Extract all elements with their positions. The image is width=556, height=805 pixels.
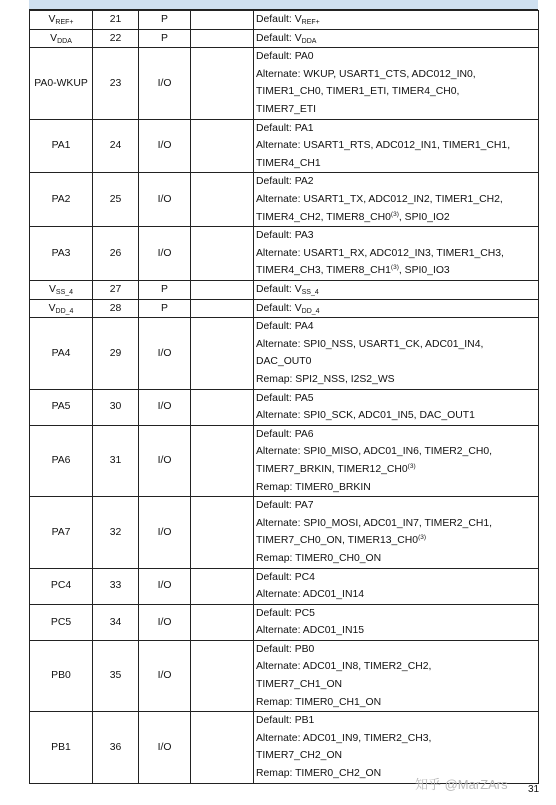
pin-name-cell: [30, 712, 93, 783]
functions-cell: [254, 280, 539, 299]
pin-number: 29: [109, 347, 122, 359]
pin-name-subscript: SS_4: [55, 288, 74, 296]
table-row: [30, 604, 539, 640]
pin-type: I/O: [157, 77, 172, 89]
io-level-cell: [191, 29, 254, 48]
io-level-cell: [191, 280, 254, 299]
function-text: Default: V: [256, 14, 302, 25]
pin-name: V: [48, 14, 56, 25]
table-row: [30, 29, 539, 48]
function-line: [256, 101, 538, 119]
function-line: [256, 191, 538, 209]
pin-number-cell: [93, 568, 139, 604]
table-row: [30, 425, 539, 496]
pin-name: PA3: [51, 247, 71, 259]
pin-type: I/O: [157, 526, 172, 538]
pin-type-cell: [139, 280, 191, 299]
pin-number: 25: [109, 193, 122, 205]
function-line: [256, 676, 538, 694]
function-line: [256, 443, 538, 461]
function-text: TIMER7_CH0_ON, TIMER13_CH0: [256, 535, 419, 547]
function-text: TIMER4_CH1: [256, 157, 321, 169]
pin-name: PA4: [51, 347, 71, 359]
io-level-cell: [191, 119, 254, 173]
functions-cell: [254, 318, 539, 389]
pin-name-cell: [30, 280, 93, 299]
pin-name: PA5: [51, 401, 71, 413]
pin-name-cell: [30, 497, 93, 568]
function-text: Default: PA2: [256, 176, 314, 188]
pin-name-cell: [30, 11, 93, 30]
pin-name-cell: [30, 604, 93, 640]
pin-type: P: [161, 302, 168, 314]
table-row: [30, 173, 539, 227]
table-row: [30, 318, 539, 389]
function-subscript: DDA: [301, 37, 317, 45]
pin-number-cell: [93, 48, 139, 119]
pin-definition-table: [29, 10, 539, 784]
pin-number-cell: [93, 640, 139, 711]
pin-name: PB1: [51, 741, 71, 753]
functions-cell: [254, 48, 539, 119]
table-row: [30, 11, 539, 30]
function-line: [256, 209, 538, 227]
functions-cell: [254, 712, 539, 783]
function-text: Default: PB0: [256, 643, 315, 655]
footnote-ref: (3): [390, 210, 399, 218]
function-text: Default: V: [256, 302, 302, 314]
function-text: Remap: TIMER0_CH2_ON: [256, 768, 382, 780]
function-text: TIMER1_CH0, TIMER1_ETI, TIMER4_CH0,: [256, 86, 460, 98]
table-row: [30, 712, 539, 783]
function-line: [256, 550, 538, 568]
pin-number-cell: [93, 318, 139, 389]
table-row: [30, 640, 539, 711]
pin-type-cell: [139, 389, 191, 425]
pin-number-cell: [93, 173, 139, 227]
pin-number: 30: [109, 401, 122, 413]
function-text: Alternate: USART1_TX, ADC012_IN2, TIMER1_CH2,: [256, 193, 503, 205]
pin-number-cell: [93, 11, 139, 30]
functions-cell: [254, 11, 539, 30]
function-text: TIMER7_CH2_ON: [256, 750, 343, 762]
function-text-after: , SPI0_IO3: [398, 265, 450, 277]
function-text: Default: PA6: [256, 428, 314, 440]
function-text: Alternate: SPI0_SCK, ADC01_IN5, DAC_OUT1: [256, 410, 475, 422]
functions-cell: [254, 299, 539, 318]
pin-number-cell: [93, 29, 139, 48]
pin-type: I/O: [157, 347, 172, 359]
functions-cell: [254, 389, 539, 425]
io-level-cell: [191, 227, 254, 281]
pin-name-cell: [30, 48, 93, 119]
pin-name: PA0-WKUP: [34, 77, 88, 89]
function-line: [256, 479, 538, 497]
pin-name: PC4: [50, 580, 72, 592]
function-line: [256, 515, 538, 533]
io-level-cell: [191, 497, 254, 568]
function-line: [256, 300, 538, 318]
function-text-after: , SPI0_IO2: [398, 211, 450, 223]
functions-cell: [254, 29, 539, 48]
function-line: [256, 173, 538, 191]
pin-name: PA7: [51, 526, 71, 538]
function-line: [256, 318, 538, 336]
function-line: [256, 586, 538, 604]
function-line: [256, 227, 538, 245]
pin-name: PB0: [51, 670, 71, 682]
function-line: [256, 120, 538, 138]
table-row: [30, 389, 539, 425]
pin-type-cell: [139, 299, 191, 318]
pin-type: I/O: [157, 670, 172, 682]
function-text: Default: PC5: [256, 607, 315, 619]
pin-name: PA1: [51, 140, 71, 152]
pin-table-body: [30, 11, 539, 784]
function-line: [256, 712, 538, 730]
function-text: Alternate: SPI0_NSS, USART1_CK, ADC01_IN4,: [256, 338, 484, 350]
pin-type-cell: [139, 119, 191, 173]
function-line: [256, 605, 538, 623]
pin-name-subscript: DD_4: [55, 307, 74, 315]
pin-type: I/O: [157, 616, 172, 628]
pin-name: PA6: [51, 455, 71, 467]
function-text: TIMER4_CH2, TIMER8_CH0: [256, 211, 391, 223]
functions-cell: [254, 640, 539, 711]
io-level-cell: [191, 48, 254, 119]
footnote-ref: (3): [407, 462, 416, 470]
pin-number-cell: [93, 497, 139, 568]
function-line: [256, 694, 538, 712]
function-line: [256, 245, 538, 263]
io-level-cell: [191, 604, 254, 640]
function-line: [256, 497, 538, 515]
io-level-cell: [191, 568, 254, 604]
pin-number-cell: [93, 299, 139, 318]
function-text: Remap: SPI2_NSS, I2S2_WS: [256, 373, 395, 385]
pin-number-cell: [93, 604, 139, 640]
io-level-cell: [191, 712, 254, 783]
table-row: [30, 227, 539, 281]
table-row: [30, 48, 539, 119]
function-line: [256, 622, 538, 640]
functions-cell: [254, 497, 539, 568]
pin-name-cell: [30, 119, 93, 173]
io-level-cell: [191, 389, 254, 425]
function-text: Default: PA4: [256, 321, 314, 333]
pin-name-cell: [30, 568, 93, 604]
function-text: Default: V: [256, 32, 302, 44]
function-text: Default: PA1: [256, 122, 314, 134]
function-line: [256, 641, 538, 659]
pin-number: 22: [109, 32, 122, 44]
function-text: Alternate: SPI0_MISO, ADC01_IN6, TIMER2_CH0,: [256, 446, 493, 458]
footnote-ref: (3): [390, 264, 399, 272]
function-line: [256, 658, 538, 676]
table-row: [30, 299, 539, 318]
pin-number-cell: [93, 712, 139, 783]
function-line: [256, 336, 538, 354]
pin-name-cell: [30, 29, 93, 48]
pin-number: 23: [109, 77, 122, 89]
function-line: [256, 30, 538, 48]
pin-name-cell: [30, 299, 93, 318]
pin-number: 35: [109, 670, 122, 682]
pin-number-cell: [93, 389, 139, 425]
pin-type: P: [161, 14, 168, 25]
function-line: [256, 11, 538, 29]
function-text: TIMER7_CH1_ON: [256, 679, 343, 691]
table-row: [30, 280, 539, 299]
function-line: [256, 155, 538, 173]
function-line: [256, 390, 538, 408]
pin-number: 27: [109, 283, 122, 295]
pin-name: PA2: [51, 193, 71, 205]
table-row: [30, 119, 539, 173]
pin-number: 31: [109, 455, 122, 467]
pin-type-cell: [139, 640, 191, 711]
pin-name-cell: [30, 425, 93, 496]
pin-type-cell: [139, 29, 191, 48]
pin-type-cell: [139, 318, 191, 389]
pin-number-cell: [93, 425, 139, 496]
pin-type-cell: [139, 604, 191, 640]
function-text: Alternate: ADC01_IN15: [256, 625, 365, 637]
pin-type-cell: [139, 425, 191, 496]
function-line: [256, 461, 538, 479]
io-level-cell: [191, 640, 254, 711]
functions-cell: [254, 568, 539, 604]
pin-number: 24: [109, 140, 122, 152]
pin-number-cell: [93, 280, 139, 299]
pin-type: P: [161, 32, 168, 44]
function-text: TIMER7_ETI: [256, 103, 317, 115]
function-line: [256, 353, 538, 371]
function-text: Default: PA5: [256, 392, 314, 404]
function-text: Default: PC4: [256, 571, 315, 583]
pin-type: I/O: [157, 193, 172, 205]
pin-number-cell: [93, 119, 139, 173]
pin-name: PC5: [50, 616, 72, 628]
functions-cell: [254, 425, 539, 496]
function-line: [256, 281, 538, 299]
pin-number: 33: [109, 580, 122, 592]
functions-cell: [254, 604, 539, 640]
pin-name-subscript: REF+: [55, 19, 74, 26]
pin-type-cell: [139, 497, 191, 568]
function-text: Alternate: ADC01_IN14: [256, 589, 365, 601]
watermark-text: 知乎 @MarZArs: [415, 777, 508, 792]
function-line: [256, 569, 538, 587]
function-text: Alternate: WKUP, USART1_CTS, ADC012_IN0,: [256, 68, 476, 80]
function-text: Default: PB1: [256, 715, 315, 727]
pin-type-cell: [139, 48, 191, 119]
pin-number: 26: [109, 247, 122, 259]
pin-type-cell: [139, 712, 191, 783]
pin-type-cell: [139, 173, 191, 227]
pin-type: I/O: [157, 741, 172, 753]
function-line: [256, 371, 538, 389]
function-text: Alternate: ADC01_IN9, TIMER2_CH3,: [256, 732, 432, 744]
pin-type: I/O: [157, 247, 172, 259]
pin-type: I/O: [157, 580, 172, 592]
function-text: Default: PA3: [256, 230, 314, 242]
function-text: Alternate: USART1_RTS, ADC012_IN1, TIMER1_CH1,: [256, 140, 511, 152]
function-text: DAC_OUT0: [256, 356, 312, 368]
pin-type: I/O: [157, 401, 172, 413]
function-text: Default: PA7: [256, 500, 314, 512]
function-line: [256, 747, 538, 765]
functions-cell: [254, 173, 539, 227]
function-line: [256, 730, 538, 748]
pin-name: V: [50, 32, 58, 44]
function-subscript: DD_4: [301, 307, 320, 315]
pin-type: I/O: [157, 455, 172, 467]
pin-name-cell: [30, 640, 93, 711]
function-text: Remap: TIMER0_CH0_ON: [256, 552, 382, 564]
pin-name: V: [48, 302, 56, 314]
pin-name-cell: [30, 389, 93, 425]
function-text: Default: PA0: [256, 51, 314, 63]
pin-name-cell: [30, 227, 93, 281]
function-text: TIMER7_BRKIN, TIMER12_CH0: [256, 463, 408, 475]
pin-number: 32: [109, 526, 122, 538]
pin-name-subscript: DDA: [57, 37, 72, 45]
function-text: Alternate: ADC01_IN8, TIMER2_CH2,: [256, 661, 432, 673]
function-line: [256, 262, 538, 280]
function-line: [256, 137, 538, 155]
pin-name-cell: [30, 173, 93, 227]
table-row: [30, 497, 539, 568]
function-line: [256, 426, 538, 444]
function-line: [256, 48, 538, 66]
pin-type: I/O: [157, 140, 172, 152]
pin-number: 36: [109, 741, 122, 753]
io-level-cell: [191, 425, 254, 496]
function-text: Default: V: [256, 283, 302, 295]
table-header-band: [29, 0, 538, 10]
functions-cell: [254, 119, 539, 173]
function-text: Alternate: USART1_RX, ADC012_IN3, TIMER1_CH3,: [256, 247, 504, 259]
functions-cell: [254, 227, 539, 281]
pin-number-cell: [93, 227, 139, 281]
pin-name: V: [48, 283, 56, 295]
pin-number: 21: [109, 14, 122, 25]
pin-type-cell: [139, 568, 191, 604]
page-number: 31: [528, 784, 540, 795]
pin-name-cell: [30, 318, 93, 389]
function-text: TIMER4_CH3, TIMER8_CH1: [256, 265, 391, 277]
pin-type-cell: [139, 11, 191, 30]
io-level-cell: [191, 318, 254, 389]
io-level-cell: [191, 11, 254, 30]
function-line: [256, 66, 538, 84]
pin-type: P: [161, 283, 168, 295]
pin-number: 28: [109, 302, 122, 314]
footnote-ref: (3): [418, 534, 427, 542]
io-level-cell: [191, 299, 254, 318]
pin-number: 34: [109, 616, 122, 628]
function-text: Alternate: SPI0_MOSI, ADC01_IN7, TIMER2_CH1,: [256, 517, 493, 529]
function-subscript: REF+: [301, 19, 320, 26]
function-text: Remap: TIMER0_CH1_ON: [256, 696, 382, 708]
table-row: [30, 568, 539, 604]
function-text: Remap: TIMER0_BRKIN: [256, 481, 371, 493]
function-line: [256, 83, 538, 101]
function-line: [256, 532, 538, 550]
function-line: [256, 407, 538, 425]
io-level-cell: [191, 173, 254, 227]
pin-type-cell: [139, 227, 191, 281]
function-subscript: SS_4: [301, 288, 319, 296]
